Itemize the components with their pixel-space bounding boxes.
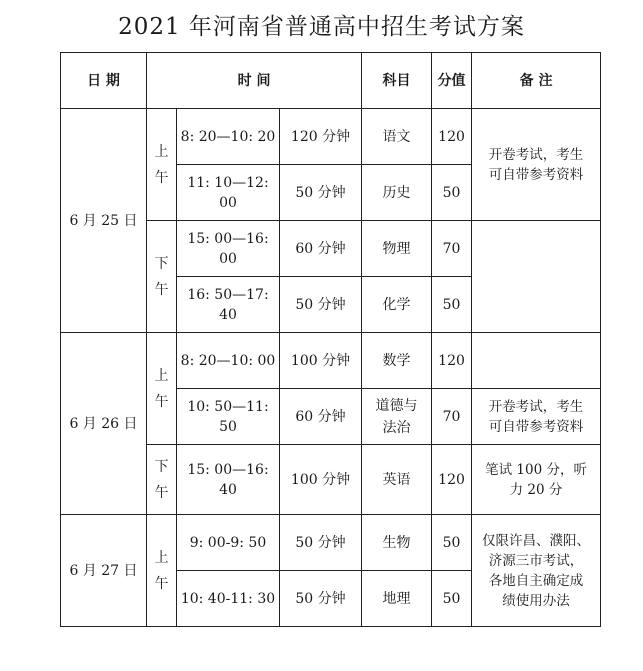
duration-cell: 50 分钟 xyxy=(280,277,362,333)
half-day-cell: 上 午 xyxy=(147,515,177,627)
header-time: 时 间 xyxy=(147,53,362,109)
remark-cell-empty xyxy=(472,221,601,333)
duration-cell: 50 分钟 xyxy=(280,571,362,627)
time-cell: 8: 20—10: 20 xyxy=(177,109,280,165)
time-cell: 9: 00-9: 50 xyxy=(177,515,280,571)
table-row xyxy=(61,333,601,389)
half-day-cell: 上 午 xyxy=(147,333,177,445)
score-cell: 120 xyxy=(432,333,472,389)
subject-cell: 历史 xyxy=(362,165,432,221)
score-cell: 120 xyxy=(432,109,472,165)
score-cell: 70 xyxy=(432,389,472,445)
score-cell: 50 xyxy=(432,515,472,571)
time-cell: 15: 00—16: 40 xyxy=(177,445,280,515)
date-cell: 6 月 25 日 xyxy=(61,109,147,333)
time-cell: 10: 50—11: 50 xyxy=(177,389,280,445)
time-cell: 16: 50—17: 40 xyxy=(177,277,280,333)
table-row xyxy=(61,515,601,571)
subject-cell: 地理 xyxy=(362,571,432,627)
subject-cell: 道德与 法治 xyxy=(362,389,432,445)
remark-cell-empty xyxy=(472,333,601,389)
date-cell: 6 月 27 日 xyxy=(61,515,147,627)
score-cell: 50 xyxy=(432,165,472,221)
header-score: 分值 xyxy=(432,53,472,109)
duration-cell: 100 分钟 xyxy=(280,445,362,515)
header-subject: 科目 xyxy=(362,53,432,109)
remark-cell: 开卷考试，考生 可自带参考资料 xyxy=(472,109,601,221)
subject-cell: 生物 xyxy=(362,515,432,571)
date-cell: 6 月 26 日 xyxy=(61,333,147,515)
table-row xyxy=(61,109,601,165)
remark-cell: 开卷考试，考生 可自带参考资料 xyxy=(472,389,601,445)
time-cell: 15: 00—16: 00 xyxy=(177,221,280,277)
half-day-cell: 下 午 xyxy=(147,221,177,333)
subject-cell: 物理 xyxy=(362,221,432,277)
subject-cell: 英语 xyxy=(362,445,432,515)
time-cell: 11: 10—12: 00 xyxy=(177,165,280,221)
header-date: 日 期 xyxy=(61,53,147,109)
header-remark: 备 注 xyxy=(472,53,601,109)
time-cell: 8: 20—10: 00 xyxy=(177,333,280,389)
score-cell: 70 xyxy=(432,221,472,277)
header-row xyxy=(61,53,601,109)
score-cell: 50 xyxy=(432,277,472,333)
duration-cell: 50 分钟 xyxy=(280,515,362,571)
half-day-cell: 上 午 xyxy=(147,109,177,221)
page-title: 2021 年河南省普通高中招生考试方案 xyxy=(118,14,525,40)
time-cell: 10: 40-11: 30 xyxy=(177,571,280,627)
subject-cell: 语文 xyxy=(362,109,432,165)
remark-cell: 笔试 100 分，听 力 20 分 xyxy=(472,445,601,515)
duration-cell: 50 分钟 xyxy=(280,165,362,221)
duration-cell: 100 分钟 xyxy=(280,333,362,389)
remark-cell: 仅限许昌、濮阳、 济源三市考试， 各地自主确定成 绩使用办法 xyxy=(472,515,601,627)
score-cell: 120 xyxy=(432,445,472,515)
duration-cell: 60 分钟 xyxy=(280,221,362,277)
half-day-cell: 下 午 xyxy=(147,445,177,515)
score-cell: 50 xyxy=(432,571,472,627)
subject-cell: 化学 xyxy=(362,277,432,333)
subject-cell: 数学 xyxy=(362,333,432,389)
duration-cell: 60 分钟 xyxy=(280,389,362,445)
duration-cell: 120 分钟 xyxy=(280,109,362,165)
exam-schedule-table xyxy=(60,52,601,627)
